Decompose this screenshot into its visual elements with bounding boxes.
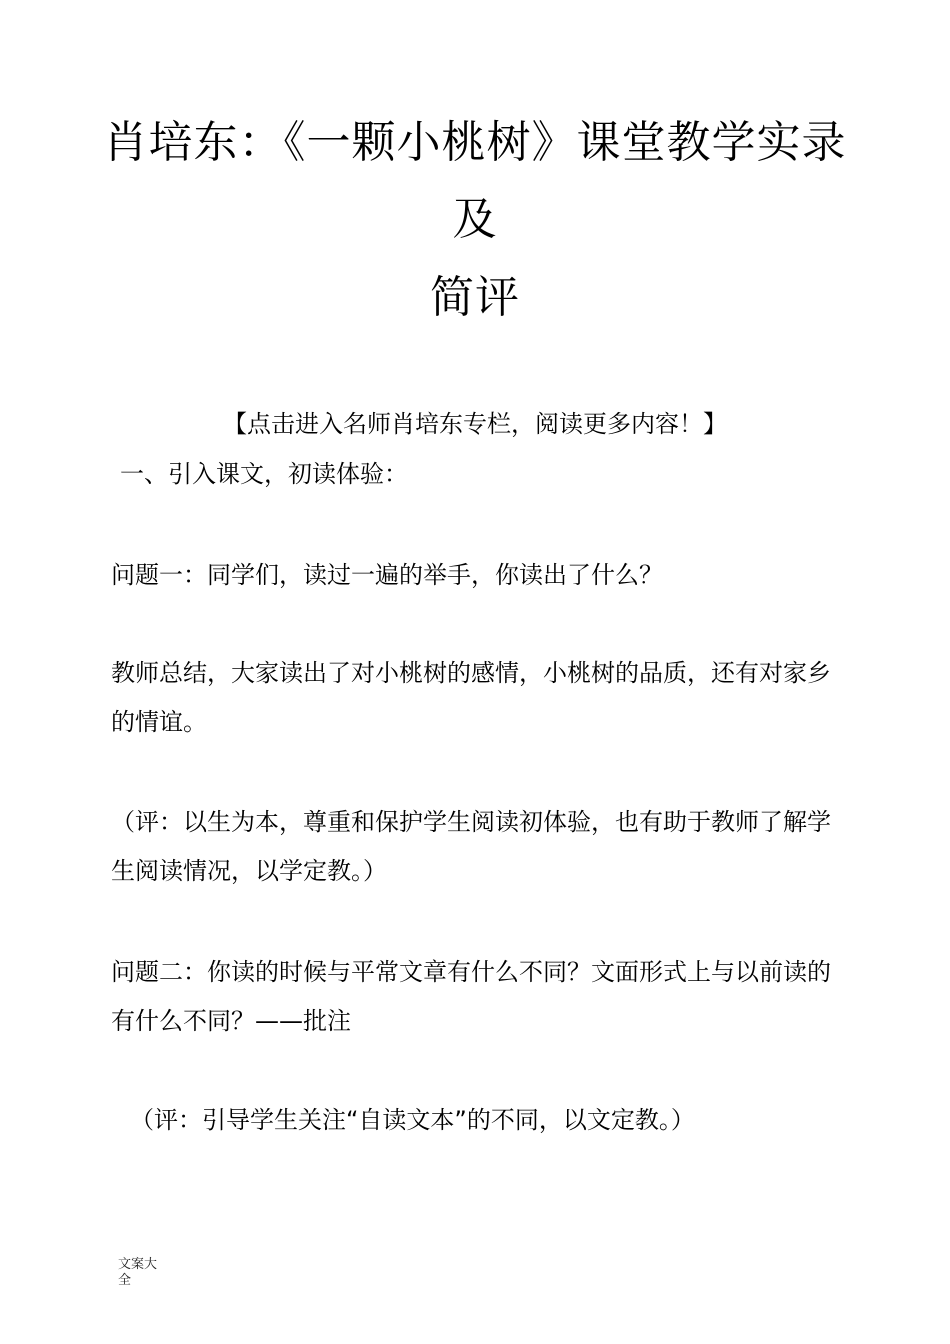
page-subtitle: 简评 bbox=[430, 272, 520, 323]
page-title-continued: 及 bbox=[452, 194, 498, 245]
footer-line: 文案大 bbox=[118, 1257, 158, 1272]
column-link[interactable]: 【点击进入名师肖培东专栏，阅读更多内容！】 bbox=[223, 410, 727, 438]
section-heading: 一、引入课文，初读体验： bbox=[120, 460, 408, 488]
paragraph-comment-one: （评：以生为本，尊重和保护学生阅读初体验，也有助于教师了解学生阅读情况，以学定教。） bbox=[111, 808, 831, 885]
paragraph-question-two: 问题二：你读的时候与平常文章有什么不同？文面形式上与以前读的有什么不同？——批注 bbox=[111, 958, 831, 1035]
page-title: 肖培东：《一颗小桃树》课堂教学实录 bbox=[103, 117, 847, 168]
footer-label bbox=[118, 1257, 168, 1289]
paragraph-question-one: 问题一：同学们，读过一遍的举手，你读出了什么？ bbox=[111, 561, 663, 589]
footer-line: 全 bbox=[118, 1273, 132, 1288]
paragraph-teacher-summary: 教师总结，大家读出了对小桃树的感情，小桃树的品质，还有对家乡的情谊。 bbox=[111, 659, 831, 736]
paragraph-comment-two: （评：引导学生关注“自读文本”的不同，以文定教。） bbox=[130, 1106, 695, 1134]
